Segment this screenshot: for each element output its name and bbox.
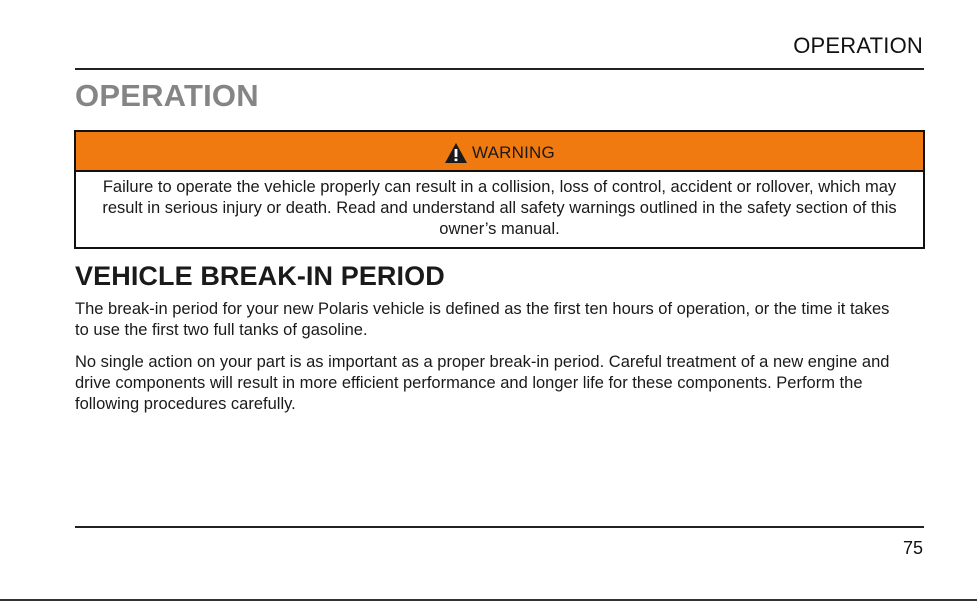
break-in-paragraph: The break-in period for your new Polaris vehicle is defined as the first ten hours of operation, or the time it takes to use the first two full tanks of gasoline. bbox=[75, 300, 890, 339]
running-header: OPERATION bbox=[793, 33, 923, 58]
section-title: OPERATION bbox=[75, 78, 259, 113]
break-in-heading: VEHICLE BREAK-IN PERIOD bbox=[75, 261, 445, 291]
page-number: 75 bbox=[902, 538, 923, 558]
warning-text: Failure to operate the vehicle properly can result in a collision, loss of control, accident or rollover, which may result in serious injury or death. Read and understand all safety warnings outlined in the safety section of this owner’s manual. bbox=[102, 178, 897, 238]
warning-triangle-icon bbox=[444, 142, 468, 164]
warning-header bbox=[76, 132, 923, 172]
warning-label: WARNING bbox=[472, 142, 555, 162]
break-in-paragraph: No single action on your part is as important as a proper break-in period. Careful treatment of a new engine and drive components will result in more efficient performance and longer life for these components. Perform the following procedures carefully. bbox=[75, 353, 890, 413]
header-rule bbox=[75, 68, 924, 70]
footer-rule bbox=[75, 526, 924, 528]
warning-box bbox=[74, 130, 925, 249]
